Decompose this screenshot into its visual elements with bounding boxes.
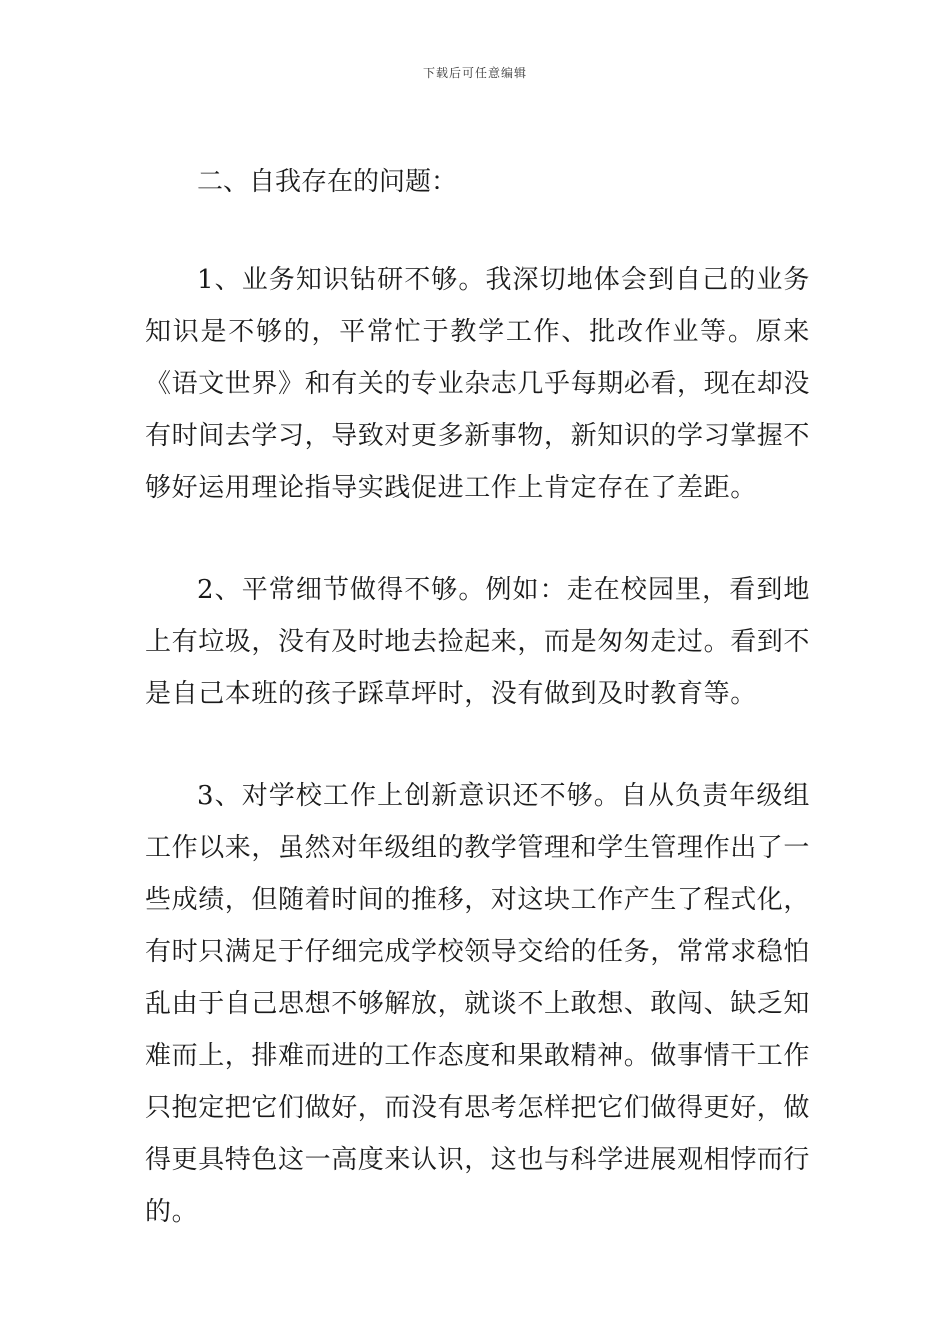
document-body [145,156,810,1288]
paragraph-3: 3、对学校工作上创新意识还不够。自从负责年级组工作以来，虽然对年级组的教学管理和学生管理作出了一些成绩，但随着时间的推移，对这块工作产生了程式化，有时只满足于仔细完成学校领导交给的任务，常常求稳怕乱由于自己思想不够解放，就谈不上敢想、敢闯、缺乏知难而上，排难而进的工作态度和果敢精神。做事情干工作只抱定把它们做好，而没有思考怎样把它们做得更好，做得更具特色这一高度来认识，这也与科学进展观相悖而行的。 [145,781,811,1227]
header-note: 下载后可任意编辑 [422,66,527,80]
paragraph-1: 1、业务知识钻研不够。我深切地体会到自己的业务知识是不够的，平常忙于教学工作、批改作业等。原来《语文世界》和有关的专业杂志几乎每期必看，现在却没有时间去学习，导致对更多新事物，新知识的学习掌握不够好运用理论指导实践促进工作上肯定存在了差距。 [145,265,811,503]
section-title: 二、自我存在的问题： [197,167,458,197]
paragraph-2: 2、平常细节做得不够。例如：走在校园里，看到地上有垃圾，没有及时地去捡起来，而是匆匆走过。看到不是自己本班的孩子踩草坪时，没有做到及时教育等。 [145,575,811,709]
